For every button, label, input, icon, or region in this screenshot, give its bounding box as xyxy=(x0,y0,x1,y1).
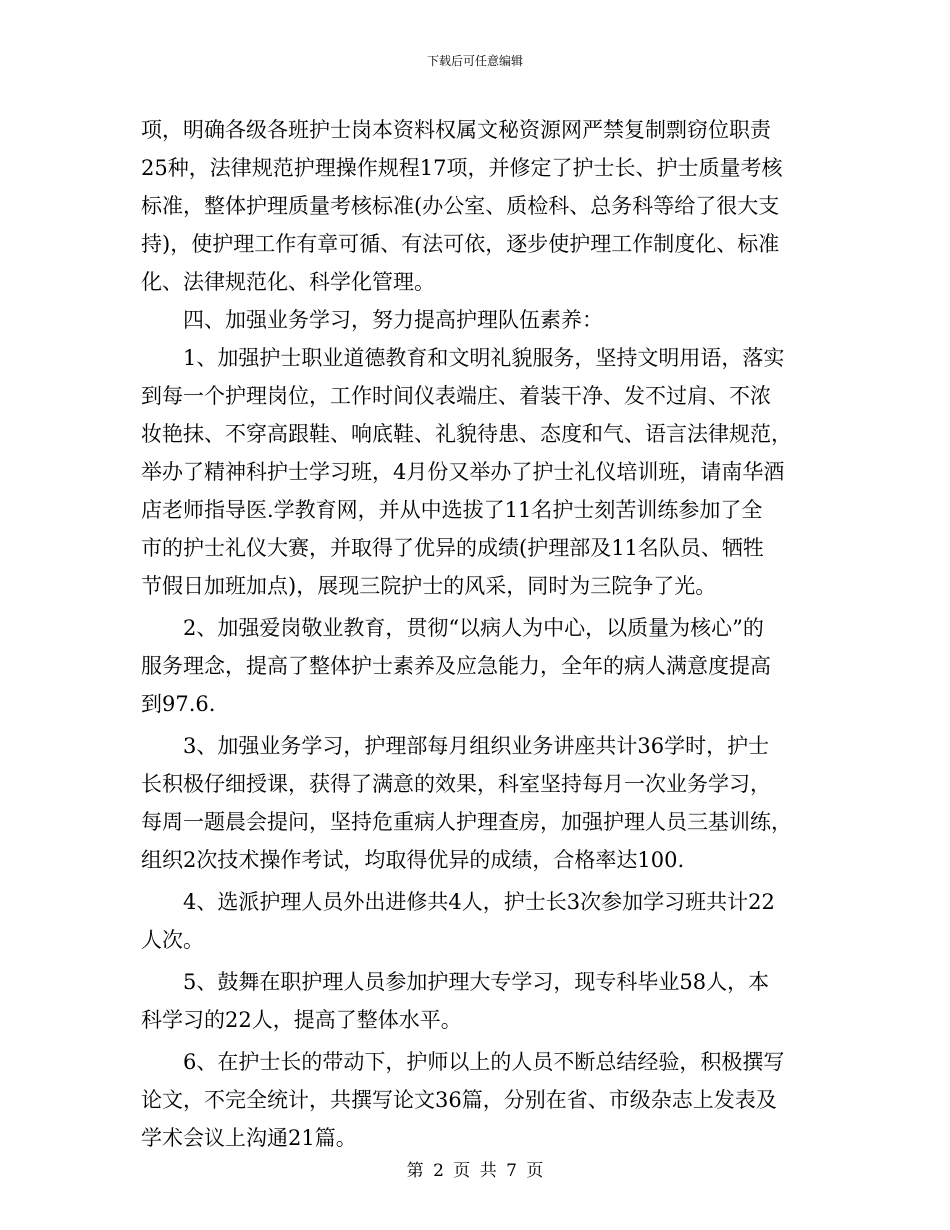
body-line: 持)，使护理工作有章可循、有法可依，逐步使护理工作制度化、标准 xyxy=(141,232,780,256)
body-line: 举办了精神科护士学习班，4月份又举办了护士礼仪培训班，请南华酒 xyxy=(141,460,785,484)
body-line: 节假日加班加点)，展现三院护士的风采，同时为三院争了光。 xyxy=(141,574,717,598)
body-line: 标准，整体护理质量考核标准(办公室、质检科、总务科等给了很大支 xyxy=(141,194,780,218)
body-line: 每周一题晨会提问，坚持危重病人护理查房，加强护理人员三基训练， xyxy=(141,810,792,834)
body-line: 店老师指导医.学教育网，并从中选拔了11名护士刻苦训练参加了全 xyxy=(141,498,763,522)
paragraph-start: 1、加强护士职业道德教育和文明礼貌服务，坚持文明用语，落实 xyxy=(183,346,785,370)
body-line: 论文，不完全统计，共撰写论文36篇，分别在省、市级杂志上发表及 xyxy=(141,1088,777,1112)
body-line: 服务理念，提高了整体护士素养及应急能力，全年的病人满意度提高 xyxy=(141,654,771,678)
body-line: 科学习的22人，提高了整体水平。 xyxy=(141,1008,462,1032)
body-line: 到97.6. xyxy=(141,692,216,716)
document-body xyxy=(141,111,813,1157)
page-footer: 第 2 页 共 7 页 xyxy=(406,1161,544,1181)
body-line: 到每一个护理岗位，工作时间仪表端庄、着装干净、发不过肩、不浓 xyxy=(141,384,771,408)
body-line: 项，明确各级各班护士岗本资料权属文秘资源网严禁复制剽窃位职责 xyxy=(141,118,771,142)
body-line: 学术会议上沟通21篇。 xyxy=(141,1126,357,1150)
body-line: 人次。 xyxy=(141,928,204,952)
paragraph-start: 2、加强爱岗敬业教育，贯彻“以病人为中心，以质量为核心”的 xyxy=(183,616,764,640)
body-line: 25种，法律规范护理操作规程17项，并修定了护士长、护士质量考核 xyxy=(141,156,783,180)
body-line: 组织2次技术操作考试，均取得优异的成绩，合格率达100. xyxy=(141,848,685,872)
paragraph-start: 4、选派护理人员外出进修共4人，护士长3次参加学习班共计22 xyxy=(183,890,775,914)
paragraph-start: 6、在护士长的带动下，护师以上的人员不断总结经验，积极撰写 xyxy=(183,1050,785,1074)
body-line: 长积极仔细授课，获得了满意的效果，科室坚持每月一次业务学习， xyxy=(141,772,771,796)
body-line: 市的护士礼仪大赛，并取得了优异的成绩(护理部及11名队员、牺牲 xyxy=(141,536,764,560)
section-heading: 四、加强业务学习，努力提高护理队伍素养： xyxy=(183,308,603,332)
body-line: 妆艳抹、不穿高跟鞋、响底鞋、礼貌待患、态度和气、语言法律规范， xyxy=(141,422,792,446)
body-line: 化、法律规范化、科学化管理。 xyxy=(141,270,435,294)
paragraph-start: 5、鼓舞在职护理人员参加护理大专学习，现专科毕业58人，本 xyxy=(183,970,770,994)
paragraph-start: 3、加强业务学习，护理部每月组织业务讲座共计36学时，护士 xyxy=(183,734,770,758)
page-header: 下载后可任意编辑 xyxy=(426,54,523,68)
